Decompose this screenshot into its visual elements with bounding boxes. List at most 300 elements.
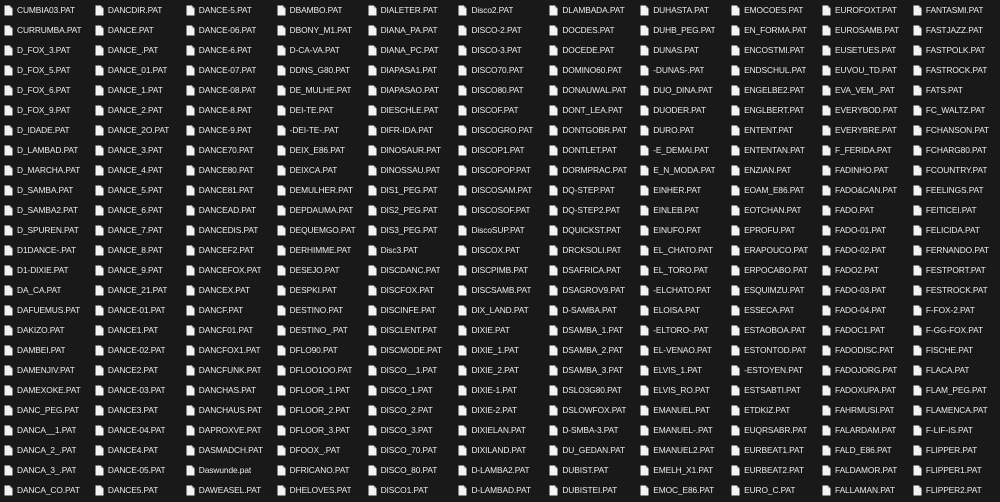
file-item[interactable] [636, 140, 727, 160]
file-item[interactable] [364, 280, 455, 300]
file-item[interactable] [91, 200, 182, 220]
file-item[interactable] [0, 400, 91, 420]
file-item[interactable] [273, 200, 364, 220]
file-name: DAMBEI.PAT [17, 345, 66, 355]
file-item[interactable] [636, 60, 727, 80]
file-item[interactable] [0, 80, 91, 100]
file-item[interactable] [454, 160, 545, 180]
file-item[interactable] [909, 260, 1000, 280]
file-item[interactable] [636, 160, 727, 180]
file-item[interactable] [273, 420, 364, 440]
file-item[interactable] [91, 20, 182, 40]
file-item[interactable] [364, 340, 455, 360]
file-item[interactable] [727, 420, 818, 440]
file-item[interactable] [818, 300, 909, 320]
file-item[interactable] [0, 140, 91, 160]
file-item[interactable] [909, 60, 1000, 80]
file-item[interactable] [818, 180, 909, 200]
document-icon [368, 285, 377, 296]
file-item[interactable] [636, 120, 727, 140]
file-item[interactable] [364, 140, 455, 160]
file-column [909, 0, 1000, 502]
file-item[interactable] [545, 420, 636, 440]
file-item[interactable] [182, 380, 273, 400]
file-item[interactable] [91, 240, 182, 260]
file-item[interactable] [636, 360, 727, 380]
file-item[interactable] [0, 440, 91, 460]
file-item[interactable] [273, 240, 364, 260]
file-item[interactable] [91, 280, 182, 300]
file-item[interactable] [91, 220, 182, 240]
file-name: ENCOSTMI.PAT [744, 45, 805, 55]
file-item[interactable] [909, 360, 1000, 380]
file-item[interactable] [727, 340, 818, 360]
file-name: DANCE_5.PAT [107, 185, 163, 195]
file-item[interactable] [0, 280, 91, 300]
file-item[interactable] [545, 260, 636, 280]
file-item[interactable] [182, 340, 273, 360]
file-item[interactable] [454, 340, 545, 360]
file-item[interactable] [909, 20, 1000, 40]
file-item[interactable] [273, 480, 364, 500]
file-item[interactable] [545, 100, 636, 120]
file-item[interactable] [545, 460, 636, 480]
file-item[interactable] [0, 60, 91, 80]
file-item[interactable] [545, 340, 636, 360]
file-item[interactable] [0, 360, 91, 380]
file-item[interactable] [636, 380, 727, 400]
file-item[interactable] [364, 460, 455, 480]
file-item[interactable] [454, 300, 545, 320]
file-item[interactable] [182, 300, 273, 320]
file-item[interactable] [909, 280, 1000, 300]
file-item[interactable] [182, 20, 273, 40]
file-item[interactable] [454, 120, 545, 140]
file-item[interactable] [91, 300, 182, 320]
file-item[interactable] [545, 120, 636, 140]
file-item[interactable] [818, 400, 909, 420]
file-item[interactable] [909, 40, 1000, 60]
file-item[interactable] [727, 380, 818, 400]
file-item[interactable] [636, 20, 727, 40]
file-item[interactable] [636, 320, 727, 340]
file-item[interactable] [454, 220, 545, 240]
file-item[interactable] [545, 20, 636, 40]
file-item[interactable] [636, 440, 727, 460]
file-item[interactable] [545, 360, 636, 380]
file-item[interactable] [364, 320, 455, 340]
file-item[interactable] [909, 0, 1000, 20]
file-item[interactable] [91, 80, 182, 100]
file-item[interactable] [364, 440, 455, 460]
file-item[interactable] [909, 140, 1000, 160]
file-item[interactable] [727, 220, 818, 240]
file-item[interactable] [727, 300, 818, 320]
file-item[interactable] [273, 460, 364, 480]
file-item[interactable] [273, 340, 364, 360]
file-item[interactable] [182, 60, 273, 80]
file-item[interactable] [273, 40, 364, 60]
file-item[interactable] [91, 140, 182, 160]
file-item[interactable] [727, 200, 818, 220]
file-item[interactable] [454, 360, 545, 380]
file-item[interactable] [454, 400, 545, 420]
file-item[interactable] [727, 160, 818, 180]
file-item[interactable] [545, 480, 636, 500]
file-item[interactable] [818, 220, 909, 240]
file-item[interactable] [273, 260, 364, 280]
file-item[interactable] [636, 220, 727, 240]
file-item[interactable] [273, 300, 364, 320]
file-item[interactable] [545, 400, 636, 420]
file-item[interactable] [636, 260, 727, 280]
file-item[interactable] [636, 340, 727, 360]
file-item[interactable] [909, 160, 1000, 180]
file-item[interactable] [91, 360, 182, 380]
file-item[interactable] [182, 240, 273, 260]
file-item[interactable] [364, 420, 455, 440]
file-item[interactable] [818, 480, 909, 500]
file-item[interactable] [0, 260, 91, 280]
file-item[interactable] [182, 440, 273, 460]
file-item[interactable] [364, 80, 455, 100]
file-item[interactable] [727, 260, 818, 280]
file-item[interactable] [545, 440, 636, 460]
file-item[interactable] [364, 40, 455, 60]
file-item[interactable] [727, 460, 818, 480]
file-item[interactable] [0, 480, 91, 500]
file-item[interactable] [182, 400, 273, 420]
file-item[interactable] [636, 280, 727, 300]
file-item[interactable] [454, 100, 545, 120]
file-item[interactable] [273, 220, 364, 240]
file-item[interactable] [182, 80, 273, 100]
file-item[interactable] [818, 240, 909, 260]
file-item[interactable] [454, 240, 545, 260]
document-icon [277, 225, 286, 236]
file-item[interactable] [818, 340, 909, 360]
file-item[interactable] [0, 320, 91, 340]
file-item[interactable] [0, 220, 91, 240]
file-item[interactable] [636, 460, 727, 480]
file-item[interactable] [727, 480, 818, 500]
file-item[interactable] [91, 460, 182, 480]
file-item[interactable] [364, 220, 455, 240]
file-item[interactable] [0, 380, 91, 400]
file-item[interactable] [273, 320, 364, 340]
file-name: D_FOX_9.PAT [17, 105, 71, 115]
file-item[interactable] [909, 300, 1000, 320]
file-item[interactable] [273, 160, 364, 180]
file-item[interactable] [0, 240, 91, 260]
file-item[interactable] [545, 240, 636, 260]
file-item[interactable] [182, 200, 273, 220]
file-item[interactable] [364, 20, 455, 40]
file-name: DANCF.PAT [198, 305, 244, 315]
file-item[interactable] [818, 360, 909, 380]
file-item[interactable] [182, 260, 273, 280]
file-item[interactable] [364, 60, 455, 80]
file-item[interactable] [818, 160, 909, 180]
file-item[interactable] [545, 320, 636, 340]
document-icon [95, 65, 104, 76]
file-item[interactable] [909, 340, 1000, 360]
file-item[interactable] [818, 40, 909, 60]
file-item[interactable] [364, 100, 455, 120]
file-item[interactable] [909, 100, 1000, 120]
file-item[interactable] [909, 320, 1000, 340]
file-name: EURBEAT2.PAT [744, 465, 804, 475]
file-item[interactable] [727, 0, 818, 20]
file-item[interactable] [273, 180, 364, 200]
file-item[interactable] [364, 480, 455, 500]
file-item[interactable] [909, 420, 1000, 440]
file-item[interactable] [818, 20, 909, 40]
file-item[interactable] [91, 100, 182, 120]
file-item[interactable] [727, 120, 818, 140]
file-item[interactable] [727, 440, 818, 460]
file-item[interactable] [364, 240, 455, 260]
file-item[interactable] [364, 160, 455, 180]
file-item[interactable] [91, 160, 182, 180]
file-item[interactable] [636, 400, 727, 420]
file-item[interactable] [818, 380, 909, 400]
file-item[interactable] [545, 140, 636, 160]
file-item[interactable] [909, 220, 1000, 240]
file-item[interactable] [91, 40, 182, 60]
file-item[interactable] [818, 460, 909, 480]
file-item[interactable] [818, 200, 909, 220]
file-item[interactable] [545, 380, 636, 400]
file-item[interactable] [545, 180, 636, 200]
file-item[interactable] [364, 360, 455, 380]
file-name: DANCE-03.PAT [107, 385, 166, 395]
file-item[interactable] [182, 160, 273, 180]
file-item[interactable] [545, 160, 636, 180]
file-item[interactable] [364, 200, 455, 220]
file-item[interactable] [727, 40, 818, 60]
file-item[interactable] [273, 280, 364, 300]
document-icon [368, 445, 377, 456]
file-item[interactable] [182, 0, 273, 20]
file-item[interactable] [545, 200, 636, 220]
file-item[interactable] [0, 200, 91, 220]
file-item[interactable] [91, 400, 182, 420]
file-item[interactable] [454, 260, 545, 280]
file-item[interactable] [818, 60, 909, 80]
file-item[interactable] [727, 100, 818, 120]
file-item[interactable] [545, 40, 636, 60]
file-item[interactable] [182, 480, 273, 500]
file-item[interactable] [0, 40, 91, 60]
file-item[interactable] [909, 240, 1000, 260]
file-item[interactable] [364, 380, 455, 400]
file-name: DESTINO.PAT [289, 305, 344, 315]
file-item[interactable] [636, 240, 727, 260]
file-item[interactable] [818, 100, 909, 120]
file-item[interactable] [182, 180, 273, 200]
file-item[interactable] [0, 300, 91, 320]
file-item[interactable] [91, 480, 182, 500]
file-item[interactable] [454, 40, 545, 60]
file-name: D1-DIXIE.PAT [17, 265, 69, 275]
file-item[interactable] [636, 180, 727, 200]
file-item[interactable] [454, 80, 545, 100]
file-item[interactable] [0, 20, 91, 40]
file-item[interactable] [182, 420, 273, 440]
file-item[interactable] [182, 40, 273, 60]
file-item[interactable] [273, 0, 364, 20]
file-item[interactable] [727, 280, 818, 300]
file-item[interactable] [909, 80, 1000, 100]
file-item[interactable] [818, 260, 909, 280]
file-item[interactable] [636, 200, 727, 220]
document-icon [95, 125, 104, 136]
file-item[interactable] [273, 60, 364, 80]
file-item[interactable] [545, 80, 636, 100]
file-item[interactable] [545, 0, 636, 20]
file-item[interactable] [454, 420, 545, 440]
file-item[interactable] [909, 200, 1000, 220]
file-item[interactable] [182, 320, 273, 340]
file-item[interactable] [909, 120, 1000, 140]
file-item[interactable] [909, 180, 1000, 200]
file-item[interactable] [636, 300, 727, 320]
file-item[interactable] [636, 480, 727, 500]
file-item[interactable] [818, 440, 909, 460]
file-item[interactable] [727, 180, 818, 200]
file-item[interactable] [818, 80, 909, 100]
file-item[interactable] [91, 320, 182, 340]
file-item[interactable] [636, 80, 727, 100]
file-item[interactable] [727, 20, 818, 40]
file-item[interactable] [182, 220, 273, 240]
file-item[interactable] [364, 300, 455, 320]
file-item[interactable] [454, 280, 545, 300]
file-item[interactable] [182, 100, 273, 120]
file-item[interactable] [454, 380, 545, 400]
file-item[interactable] [909, 460, 1000, 480]
file-item[interactable] [545, 220, 636, 240]
file-name: DANCFOX1.PAT [198, 345, 261, 355]
file-item[interactable] [545, 280, 636, 300]
document-icon [95, 465, 104, 476]
file-item[interactable] [91, 260, 182, 280]
file-item[interactable] [91, 440, 182, 460]
file-item[interactable] [727, 140, 818, 160]
file-item[interactable] [454, 480, 545, 500]
file-item[interactable] [636, 100, 727, 120]
file-item[interactable] [273, 140, 364, 160]
file-item[interactable] [727, 360, 818, 380]
file-item[interactable] [545, 300, 636, 320]
file-item[interactable] [909, 440, 1000, 460]
file-item[interactable] [364, 120, 455, 140]
file-item[interactable] [364, 260, 455, 280]
document-icon [913, 5, 922, 16]
file-name: ERPOCABO.PAT [744, 265, 808, 275]
file-item[interactable] [454, 200, 545, 220]
file-item[interactable] [818, 420, 909, 440]
file-item[interactable] [182, 360, 273, 380]
file-item[interactable] [91, 120, 182, 140]
file-item[interactable] [91, 340, 182, 360]
file-item[interactable] [273, 360, 364, 380]
file-item[interactable] [454, 140, 545, 160]
file-item[interactable] [273, 400, 364, 420]
file-item[interactable] [182, 120, 273, 140]
file-item[interactable] [818, 320, 909, 340]
file-item[interactable] [636, 420, 727, 440]
file-item[interactable] [273, 440, 364, 460]
file-item[interactable] [727, 400, 818, 420]
file-item[interactable] [454, 180, 545, 200]
file-item[interactable] [0, 0, 91, 20]
file-item[interactable] [364, 400, 455, 420]
file-item[interactable] [273, 20, 364, 40]
file-item[interactable] [454, 440, 545, 460]
file-item[interactable] [182, 140, 273, 160]
file-item[interactable] [454, 60, 545, 80]
file-item[interactable] [273, 380, 364, 400]
file-item[interactable] [454, 320, 545, 340]
file-item[interactable] [182, 280, 273, 300]
file-item[interactable] [0, 420, 91, 440]
file-name: EUROFOXT.PAT [835, 5, 897, 15]
file-item[interactable] [727, 60, 818, 80]
file-item[interactable] [818, 0, 909, 20]
file-item[interactable] [909, 480, 1000, 500]
file-item[interactable] [0, 120, 91, 140]
file-item[interactable] [636, 40, 727, 60]
file-item[interactable] [364, 0, 455, 20]
file-item[interactable] [818, 280, 909, 300]
file-item[interactable] [545, 60, 636, 80]
file-item[interactable] [0, 460, 91, 480]
file-item[interactable] [0, 160, 91, 180]
file-item[interactable] [727, 240, 818, 260]
file-item[interactable] [91, 60, 182, 80]
document-icon [4, 105, 13, 116]
file-name: DANCA__1.PAT [17, 425, 77, 435]
file-item[interactable] [454, 460, 545, 480]
file-item[interactable] [454, 0, 545, 20]
file-item[interactable] [727, 320, 818, 340]
file-item[interactable] [909, 400, 1000, 420]
file-item[interactable] [273, 80, 364, 100]
file-item[interactable] [727, 80, 818, 100]
file-item[interactable] [0, 180, 91, 200]
file-item[interactable] [91, 0, 182, 20]
file-item[interactable] [273, 100, 364, 120]
document-icon [822, 105, 831, 116]
file-item[interactable] [273, 120, 364, 140]
file-item[interactable] [818, 120, 909, 140]
file-item[interactable] [182, 460, 273, 480]
file-name: DU_GEDAN.PAT [562, 445, 626, 455]
file-item[interactable] [909, 380, 1000, 400]
file-item[interactable] [91, 180, 182, 200]
file-item[interactable] [636, 0, 727, 20]
file-item[interactable] [818, 140, 909, 160]
file-item[interactable] [0, 100, 91, 120]
file-name: DIX_LAND.PAT [471, 305, 529, 315]
file-item[interactable] [454, 20, 545, 40]
file-item[interactable] [91, 380, 182, 400]
file-item[interactable] [364, 180, 455, 200]
file-item[interactable] [0, 340, 91, 360]
file-item[interactable] [91, 420, 182, 440]
